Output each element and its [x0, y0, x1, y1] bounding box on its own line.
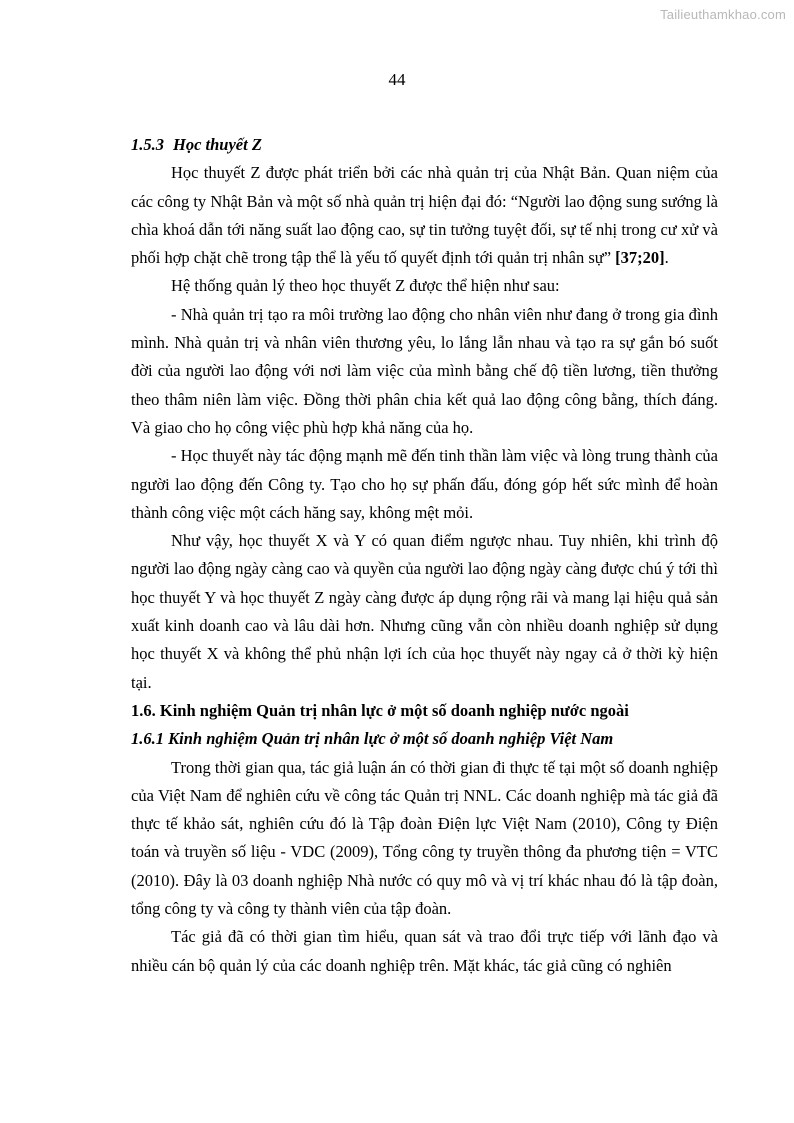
section-1-6-heading: 1.6. Kinh nghiệm Quản trị nhân lực ở một số doanh nghiệp nước ngoài — [131, 700, 629, 720]
section-1-5-3-heading — [131, 131, 718, 159]
document-body — [131, 131, 718, 980]
bullet-paragraph: - Học thuyết này tác động mạnh mẽ đến tinh thần làm việc và lòng trung thành của người lao động đến Công ty. Tạo cho họ sự phấn đấu, đóng góp hết sức mình để hoàn thành công việc một cách hăng say, không mệt mỏi. — [131, 446, 718, 522]
paragraph-text-end: . — [664, 248, 669, 268]
paragraph — [131, 159, 718, 272]
section-number: 1.5.3 — [131, 135, 164, 154]
paragraph: Như vậy, học thuyết X và Y có quan điểm ngược nhau. Tuy nhiên, khi trình độ người lao động ngày càng cao và quyền của người lao động ngày càng được chú ý tới thì học thuyết Y và học thuyết Z ngày càng được áp dụng rộng rãi và mang lại hiệu quả sản xuất kinh doanh cao và lâu dài hơn. Nhưng cũng vẫn còn nhiều doanh nghiệp sử dụng học thuyết X và không thể phủ nhận lợi ích của học thuyết này ngay cả ở thời kỳ hiện tại. — [131, 531, 718, 692]
paragraph: Trong thời gian qua, tác giả luận án có thời gian đi thực tế tại một số doanh nghiệp của Việt Nam để nghiên cứu về công tác Quản trị NNL. Các doanh nghiệp mà tác giả đã thực tế khảo sát, nghiên cứu đó là Tập đoàn Điện lực Việt Nam (2010), Công ty Điện toán và truyền số liệu - VDC (2009), Tổng công ty truyền thông đa phương tiện = VTC (2010). Đây là 03 doanh nghiệp Nhà nước có quy mô và vị trí khác nhau đó là tập đoàn, tổng công ty và công ty thành viên của tập đoàn. — [131, 757, 718, 919]
watermark: Tailieuthamkhao.com — [660, 7, 786, 22]
page-number: 44 — [388, 70, 406, 89]
section-1-6-1-heading: 1.6.1 Kinh nghiệm Quản trị nhân lực ở một số doanh nghiệp Việt Nam — [131, 729, 614, 749]
citation: [37;20] — [615, 248, 665, 268]
bullet-paragraph: - Nhà quản trị tạo ra môi trường lao động cho nhân viên như đang ở trong gia đình mình. Nhà quản trị và nhân viên thương yêu, lo lắng lẫn nhau và tạo ra sự gắn bó suốt đời của người lao động với nơi làm việc của mình bằng chế độ tiền lương, tiền thưởng theo thâm niên làm việc. Đồng thời phân chia kết quả lao động công bằng, thích đáng. Và giao cho họ công việc phù hợp khả năng của họ. — [131, 304, 718, 437]
paragraph-text: Học thuyết Z được phát triển bởi các nhà quản trị của Nhật Bản. Quan niệm của các công ty Nhật Bản và một số nhà quản trị hiện đại đó: “Người lao động sung sướng là chìa khoá dẫn tới năng suất lao động cao, sự tin tưởng tuyệt đối, sự tế nhị trong cư xử và phối hợp chặt chẽ trong tập thể là yếu tố quyết định tới quản trị nhân sự” — [131, 163, 718, 268]
paragraph: Hệ thống quản lý theo học thuyết Z được thể hiện như sau: — [171, 276, 560, 296]
section-title: Học thuyết Z — [173, 135, 262, 154]
paragraph: Tác giả đã có thời gian tìm hiểu, quan sát và trao đổi trực tiếp với lãnh đạo và nhiều cán bộ quản lý của các doanh nghiệp trên. Mặt khác, tác giả cũng có nghiên — [131, 927, 718, 975]
